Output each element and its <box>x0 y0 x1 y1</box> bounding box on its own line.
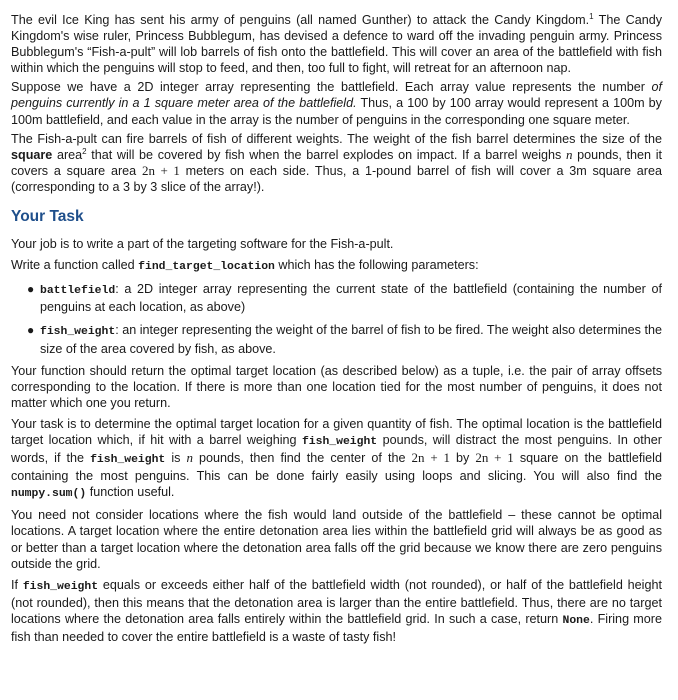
footnote-marker: 2 <box>82 146 87 156</box>
parameter-list <box>11 281 662 356</box>
intro-paragraph-3: The Fish-a-pult can fire barrels of fish of different weights. The weight of the fish barrel determines the size of the square area$^2$ that will be covered by fish when the barrel explodes on impact. If a barrel weighs n pounds, then it covers a square area 2n + 1 meters on each side. Thus, a 1-pound barrel of fish will cover a 3m square area (corresponding to a 3 by 3 slice of the array!). <box>11 131 662 194</box>
task-paragraph-1: Your job is to write a part of the targeting software for the Fish-a-pult. <box>11 237 394 252</box>
task-paragraph-4: Your task is to determine the optimal target location for a given quantity of fish. The optimal location is the battlefield target location which, if hit with a barrel weighing fish_weight pounds, will distract the most penguins. In other words, if the fish_weight is n pounds, then find the center of the 2n + 1 by 2n + 1 square on the battlefield containing the most penguins. This can be done fairly easily using loops and slicing. You will also find the numpy.sum() function useful. <box>11 416 662 501</box>
intro-paragraph-1: The evil Ice King has sent his army of penguins (all named Gunther) to attack the Candy Kingdom.$^1$ The Candy Kingdom's wise ruler, Princess Bubblegum, has devised a defence to ward off the invading penguin army. Princess Bubblegum's “Fish-a-pult” will lob barrels of fish onto the battlefield. This will cover an area of the battlefield with fish within which the penguins will stop to feed, and then, too full to fight, will retreat for an afternoon nap. <box>11 11 662 76</box>
bullet-icon: ● <box>27 282 35 297</box>
task-paragraph-5: You need not consider locations where the fish would land outside of the battlefield – these cannot be optimal locations. A target location where the entire detonation area lies within the battlefield grid will always be as good as or better than a target location where the detonation area falls off the grid because we know there are zero penguins outside the grid. <box>11 508 662 571</box>
intro-paragraph-2: Suppose we have a 2D integer array representing the battlefield. Each array value represents the number of penguins currently in a 1 square meter area of the battlefield. Thus, a 100 by 100 array would represent a 100m by 100m battlefield, and each value in the array is the number of penguins in the corresponding one square meter. <box>11 80 662 127</box>
task-paragraph-6: If fish_weight equals or exceeds either half of the battlefield width (not rounded), or half of the battlefield height (not rounded), then this means that the detonation area is larger than the entire battlefield. Thus, there are no target locations where the detonation area falls entirely within the battlefield grid. In such a case, return None. Firing more fish than needed to cover the entire battlefield is a waste of tasty fish! <box>11 577 662 644</box>
section-heading-your-task: Your Task <box>11 208 84 226</box>
task-paragraph-2: Write a function called find_target_location which has the following parameters: <box>11 258 479 274</box>
list-item: ● battlefield: a 2D integer array representing the current state of the battlefield (containing the number of penguins at each location, as above) <box>27 282 662 315</box>
task-paragraph-3: Your function should return the optimal target location (as described below) as a tuple, i.e. the pair of array offsets corresponding to the location. If there is more than one location tied for the most number of penguins, it does not matter which one you return. <box>11 363 662 410</box>
task-section <box>11 236 662 645</box>
footnote-marker: 1 <box>589 11 594 21</box>
bullet-icon: ● <box>27 323 35 338</box>
list-item: ● fish_weight: an integer representing the weight of the barrel of fish to be fired. The weight also determines the size of the area covered by fish, as above. <box>27 323 662 356</box>
